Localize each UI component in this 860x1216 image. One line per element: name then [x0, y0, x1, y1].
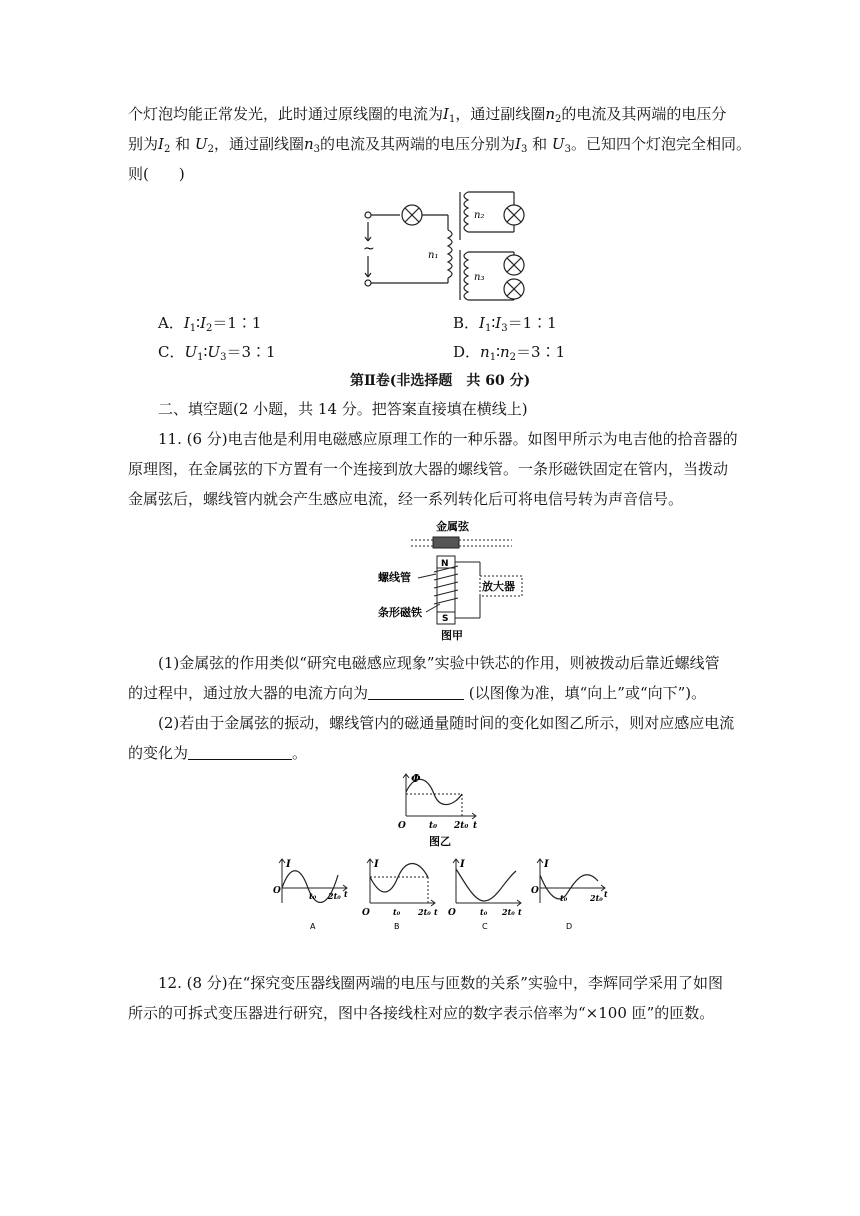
answer-blank-1[interactable]: [368, 684, 464, 700]
label-metal-string: 金属弦: [436, 520, 469, 533]
transformer-circuit-diagram: [356, 188, 536, 308]
svg-text:O: O: [362, 908, 370, 918]
label-n2: n₂: [474, 210, 485, 221]
option-b: B．$I_1∶I_3=1∶1$: [453, 314, 557, 334]
label-amplifier: 放大器: [482, 580, 515, 593]
option-c: C．$U_1∶U_3=3∶1$: [158, 343, 276, 363]
label-solenoid: 螺线管: [378, 571, 411, 584]
graph-b-label: B: [394, 922, 400, 931]
svg-text:O: O: [273, 886, 281, 896]
current-graph-d: [530, 855, 610, 935]
svg-text:Φ: Φ: [411, 772, 421, 785]
q11-part2-line-2: 的变化为 。: [128, 744, 308, 762]
svg-text:2t₀: 2t₀: [418, 907, 431, 917]
label-n1: n₁: [428, 250, 439, 261]
q11-part1-line-1: (1)金属弦的作用类似“研究电磁感应现象”实验中铁芯的作用，则被拨动后靠近螺线管: [158, 654, 720, 672]
svg-text:t₀: t₀: [480, 907, 488, 917]
graph-d-label: D: [566, 922, 573, 931]
q12-line-2: 所示的可拆式变压器进行研究，图中各接线柱对应的数字表示倍率为“×100 匝”的匝数。: [128, 1004, 715, 1022]
svg-text:t: t: [344, 889, 348, 899]
svg-text:t₀: t₀: [560, 893, 568, 903]
graph-a-label: A: [310, 922, 316, 931]
svg-text:O: O: [531, 886, 539, 896]
svg-text:I: I: [374, 859, 379, 870]
q11-line-1: 11. (6 分)电吉他是利用电磁感应原理工作的一种乐器。如图甲所示为电吉他的拾音器的: [158, 430, 738, 448]
svg-text:t: t: [473, 821, 478, 831]
svg-text:t₀: t₀: [393, 907, 401, 917]
svg-text:t₀: t₀: [429, 821, 438, 831]
intro-line-2: 别为$I_2$ 和 $U_2$，通过副线圈$n_3$的电流及其两端的电压分别为$I_3$ 和 $U_3$。已知四个灯泡完全相同。: [128, 135, 751, 155]
current-graph-a: [272, 855, 352, 935]
current-graph-c: [446, 855, 526, 935]
part2-heading: 二、填空题(2 小题，共 14 分。把答案直接填在横线上): [158, 400, 528, 418]
svg-text:2t₀: 2t₀: [454, 821, 469, 831]
option-a: A．$I_1∶I_2=1∶1$: [158, 314, 262, 334]
svg-text:I: I: [544, 859, 549, 870]
label-north: N: [441, 559, 449, 569]
label-bar-magnet: 条形磁铁: [378, 606, 422, 619]
graph-c-label: C: [482, 922, 488, 931]
intro-line-1: 个灯泡均能正常发光，此时通过原线圈的电流为$I_1$，通过副线圈$n_2$的电流及其两端的电压分: [128, 105, 727, 125]
q11-part2-line-1: (2)若由于金属弦的振动，螺线管内的磁通量随时间的变化如图乙所示，则对应感应电流: [158, 714, 735, 732]
svg-text:O: O: [398, 821, 406, 831]
figure-jia-caption: 图甲: [441, 629, 463, 642]
svg-text:t: t: [604, 889, 608, 899]
guitar-pickup-diagram: [378, 518, 528, 644]
ac-source-symbol: ~: [363, 241, 375, 257]
svg-text:O: O: [448, 908, 456, 918]
label-south: S: [442, 614, 449, 624]
q11-part1-line-2: 的过程中，通过放大器的电流方向为 (以图像为准，填“向上”或“向下”)。: [128, 684, 707, 702]
svg-text:2t₀: 2t₀: [590, 893, 603, 903]
q12-line-1: 12. (8 分)在“探究变压器线圈两端的电压与匝数的关系”实验中，李辉同学采用了如图: [158, 974, 723, 992]
current-graph-b: [360, 855, 440, 935]
flux-graph-figure-yi: [396, 770, 486, 850]
svg-text:2t₀: 2t₀: [502, 907, 515, 917]
option-d: D．$n_1∶n_2=3∶1$: [453, 343, 566, 363]
svg-text:2t₀: 2t₀: [328, 891, 341, 901]
svg-text:t₀: t₀: [309, 891, 317, 901]
figure-yi-caption: 图乙: [429, 835, 451, 848]
q11-line-2: 原理图，在金属弦的下方置有一个连接到放大器的螺线管。一条形磁铁固定在管内，当拨动: [128, 460, 729, 478]
answer-blank-2[interactable]: [188, 744, 292, 760]
q11-line-3: 金属弦后，螺线管内就会产生感应电流，经一系列转化后可将电信号转为声音信号。: [128, 490, 684, 508]
svg-text:t: t: [518, 907, 522, 917]
svg-text:I: I: [460, 859, 465, 870]
label-n3: n₃: [474, 272, 485, 283]
svg-text:t: t: [434, 907, 438, 917]
svg-text:I: I: [286, 859, 291, 870]
intro-line-3: 则( ): [128, 165, 185, 183]
section-title: 第Ⅱ卷(非选择题 共 60 分): [350, 373, 531, 389]
